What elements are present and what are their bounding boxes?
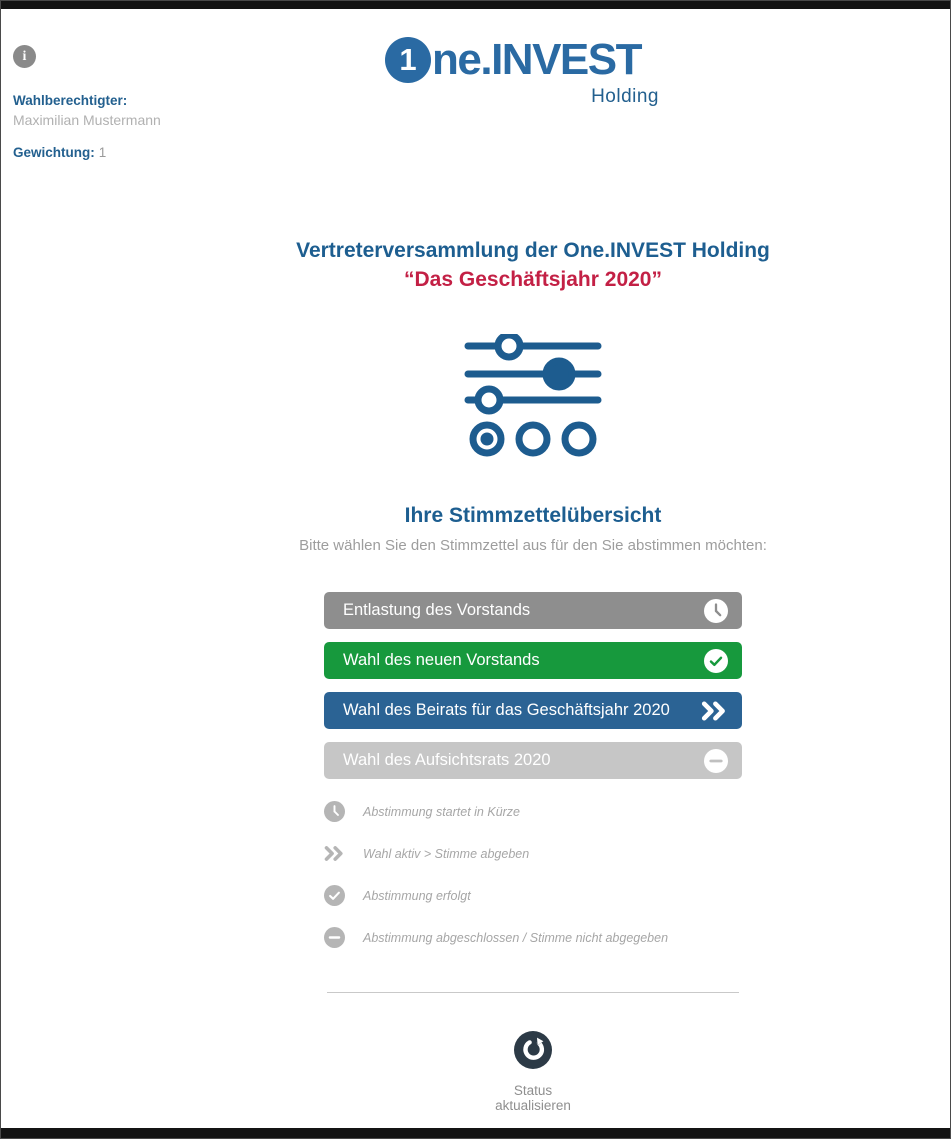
- voter-label: Wahlberechtigter:: [13, 93, 128, 108]
- clock-icon: [704, 599, 728, 623]
- ballot-button-wahl-des-aufsichtsrats[interactable]: [324, 742, 742, 779]
- legend-item: [324, 885, 742, 906]
- logo-one-mark-icon: 1: [385, 37, 431, 83]
- minus-icon: [324, 927, 345, 948]
- sliders-illustration: [213, 334, 853, 460]
- check-icon: [704, 649, 728, 673]
- info-icon: i: [22, 48, 27, 64]
- minus-icon: [704, 749, 728, 773]
- ballot-list: [324, 592, 742, 779]
- refresh-icon: [453, 1031, 613, 1069]
- logo-subtitle: Holding: [591, 86, 659, 107]
- section-heading: Ihre Stimmzettelübersicht: [404, 504, 662, 527]
- double-chevron-icon: [324, 843, 345, 864]
- main-content: [213, 1, 853, 1113]
- weight-value: 1: [98, 145, 107, 160]
- refresh-button[interactable]: [453, 1031, 613, 1113]
- legend-text: Abstimmung abgeschlossen / Stimme nicht abgegeben: [363, 930, 669, 945]
- sliders-icon: [463, 334, 603, 460]
- legend-text: Abstimmung startet in Kürze: [363, 804, 521, 819]
- legend-item: [324, 801, 742, 822]
- ballot-label: Wahl des Aufsichtsrats 2020: [343, 751, 551, 769]
- voter-name: Maximilian Mustermann: [13, 112, 161, 128]
- instruction-text: Bitte wählen Sie den Stimmzettel aus für den Sie abstimmen möchten:: [299, 537, 767, 554]
- weight-label: Gewichtung:: [13, 145, 95, 160]
- page-title: Vertreterversammlung der One.INVEST Holding: [296, 239, 770, 262]
- ballot-button-wahl-des-neuen-vorstands[interactable]: [324, 642, 742, 679]
- ballot-label: Wahl des neuen Vorstands: [343, 651, 540, 669]
- refresh-label: Status aktualisieren: [495, 1083, 571, 1113]
- status-legend: [324, 801, 742, 948]
- legend-text: Wahl aktiv > Stimme abgeben: [363, 846, 530, 861]
- legend-item: [324, 843, 742, 864]
- ballot-button-wahl-des-beirats[interactable]: [324, 692, 742, 729]
- ballot-label: Wahl des Beirats für das Geschäftsjahr 2020: [343, 701, 670, 719]
- legend-text: Abstimmung erfolgt: [363, 888, 471, 903]
- check-icon: [324, 885, 345, 906]
- legend-item: [324, 927, 742, 948]
- ballot-label: Entlastung des Vorstands: [343, 601, 531, 619]
- ballot-button-entlastung-des-vorstands[interactable]: [324, 592, 742, 629]
- divider: [327, 992, 739, 993]
- info-button[interactable]: [13, 45, 36, 68]
- bottom-bar: [1, 1128, 950, 1138]
- double-chevron-icon: [701, 701, 728, 721]
- clock-icon: [324, 801, 345, 822]
- logo-text: ne.INVEST: [432, 35, 641, 84]
- page-subtitle: “Das Geschäftsjahr 2020”: [404, 268, 662, 291]
